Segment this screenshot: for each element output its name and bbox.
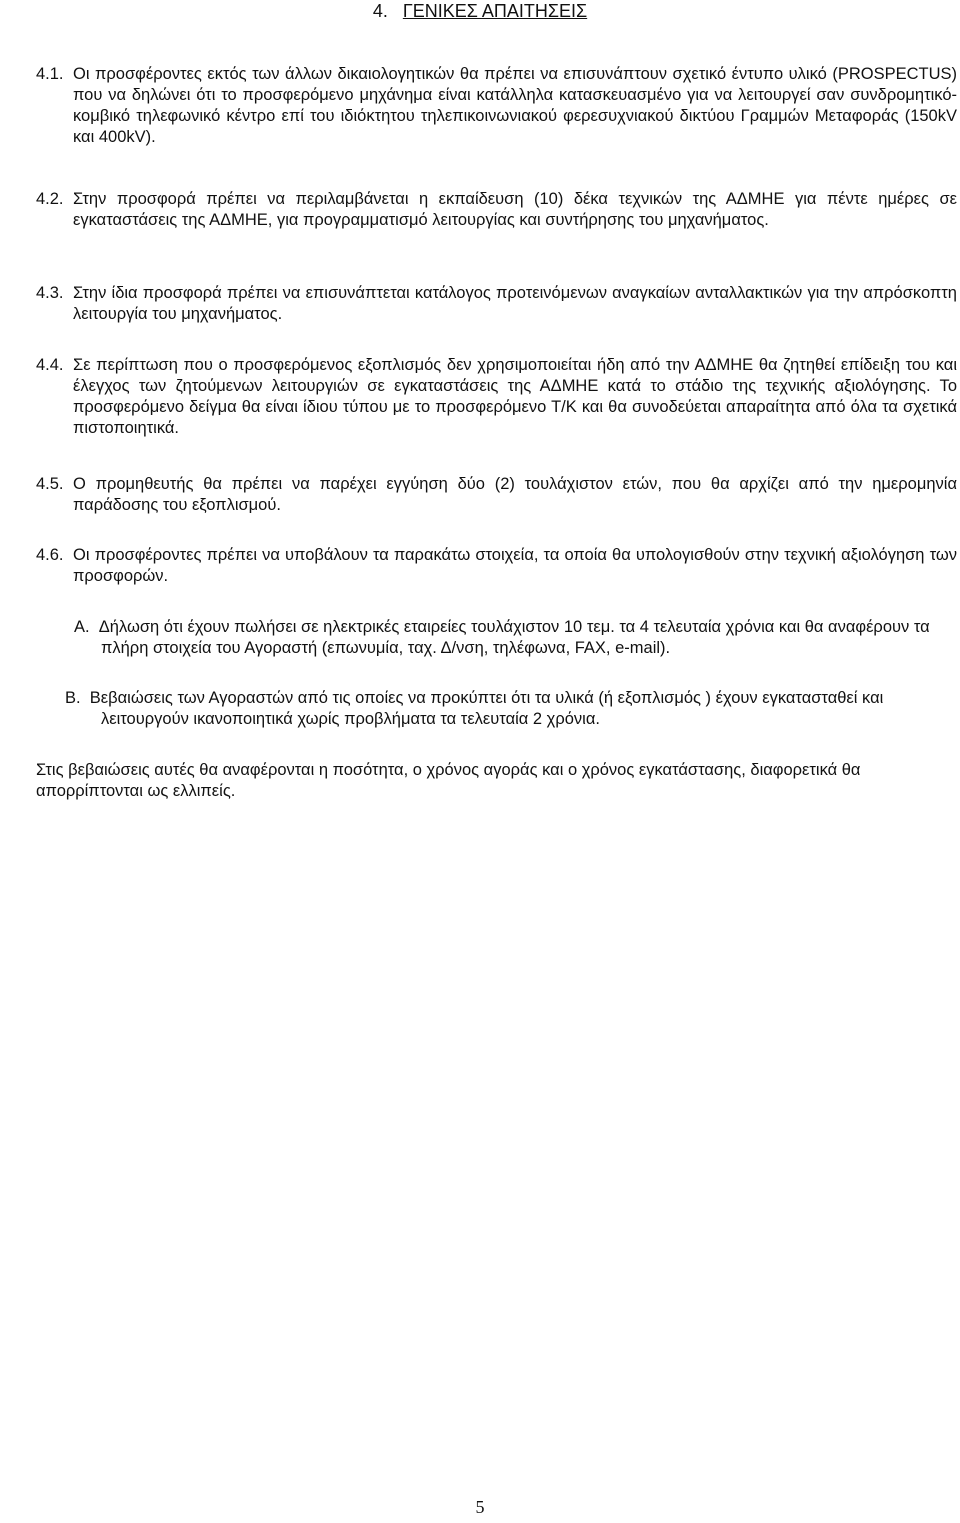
paragraph-4-2 [36, 189, 957, 231]
paragraph-text: Οι προσφέροντες εκτός των άλλων δικαιολογητικών θα πρέπει να επισυνάπτουν σχετικό έντυπο υλικό (PROSPECTUS) που να δηλώνει ότι το προσφερόμενο μηχάνημα είναι κατάλληλα κατασκευασμένο για να λειτουργεί σαν συνδρομητικό-κομβικό τηλεφωνικό κέντρο επί του ιδιόκτητου τηλεπικοινωνιακού φερεσυχνιακού δικτύου Γραμμών Μεταφοράς (150kV και 400kV). [73, 65, 957, 146]
paragraph-number: 4.4. [36, 356, 64, 374]
paragraph-text: Ο προμηθευτής θα πρέπει να παρέχει εγγύηση δύο (2) τουλάχιστον ετών, που θα αρχίζει από την ημερομηνία παράδοσης του εξοπλισμού. [73, 475, 957, 514]
section-number: 4. [372, 1, 388, 21]
section-heading [0, 0, 960, 22]
paragraph-number: 4.3. [36, 284, 64, 302]
paragraph-4-1 [36, 64, 957, 148]
paragraph-text: Στην ίδια προσφορά πρέπει να επισυνάπτεται κατάλογος προτεινόμενων αναγκαίων ανταλλακτικών για την απρόσκοπτη λειτουργία του μηχανήματος. [73, 284, 957, 323]
paragraph-number: 4.1. [36, 65, 64, 83]
paragraph-text: Σε περίπτωση που ο προσφερόμενος εξοπλισμός δεν χρησιμοποιείται ήδη από την ΑΔΜΗΕ θα ζητηθεί επίδειξη του και έλεγχος των ζητούμενων λειτουργιών σε εγκαταστάσεις της ΑΔΜΗΕ κατά το στάδιο της τεχνικής αξιολόγησης. Το προσφερόμενο δείγμα θα είναι ίδιου τύπου με το προσφερόμενο Τ/Κ και θα συνοδεύεται απαραίτητα από όλα τα σχετικά πιστοποιητικά. [73, 356, 957, 437]
paragraph-text: Οι προσφέροντες πρέπει να υποβάλουν τα παρακάτω στοιχεία, τα οποία θα υπολογισθούν στην τεχνική αξιολόγηση των προσφορών. [73, 546, 957, 585]
subitem-text [65, 688, 957, 730]
subitem-text [74, 617, 957, 659]
paragraph-4-4 [36, 355, 957, 439]
paragraph-4-5 [36, 474, 957, 516]
subitem-letter: Β. [65, 689, 81, 707]
paragraph-number: 4.5. [36, 475, 64, 493]
subitem-body: Δήλωση ότι έχουν πωλήσει σε ηλεκτρικές εταιρείες τουλάχιστον 10 τεμ. τα 4 τελευταία χρόνια και θα αναφέρουν τα πλήρη στοιχεία του Αγοραστή (επωνυμία, ταχ. Δ/νση, τηλέφωνα, FAX, e-mail). [98, 618, 930, 657]
subitem-b [36, 688, 957, 730]
paragraph-number: 4.2. [36, 190, 64, 208]
closing-paragraph: Στις βεβαιώσεις αυτές θα αναφέρονται η ποσότητα, ο χρόνος αγοράς και ο χρόνος εγκατάστασης, διαφορετικά θα απορρίπτονται ως ελλιπείς. [36, 761, 861, 800]
subitem-body: Βεβαιώσεις των Αγοραστών από τις οποίες να προκύπτει ότι τα υλικά (ή εξοπλισμός ) έχουν εγκατασταθεί και λειτουργούν ικανοποιητικά χωρίς προβλήματα τα τελευταία 2 χρόνια. [89, 689, 884, 728]
subitem-a [36, 617, 957, 659]
section-title: ΓΕΝΙΚΕΣ ΑΠΑΙΤΗΣΕΙΣ [402, 1, 588, 21]
page-number: 5 [475, 1497, 485, 1517]
paragraph-4-3 [36, 283, 957, 325]
subitem-letter: Α. [74, 618, 90, 636]
paragraph-text: Στην προσφορά πρέπει να περιλαμβάνεται η εκπαίδευση (10) δέκα τεχνικών της ΑΔΜΗΕ για πέντε ημέρες σε εγκαταστάσεις της ΑΔΜΗΕ, για προγραμματισμό λειτουργίας και συντήρησης του μηχανήματος. [73, 190, 957, 229]
paragraph-number: 4.6. [36, 546, 64, 564]
paragraph-4-6 [36, 545, 957, 587]
